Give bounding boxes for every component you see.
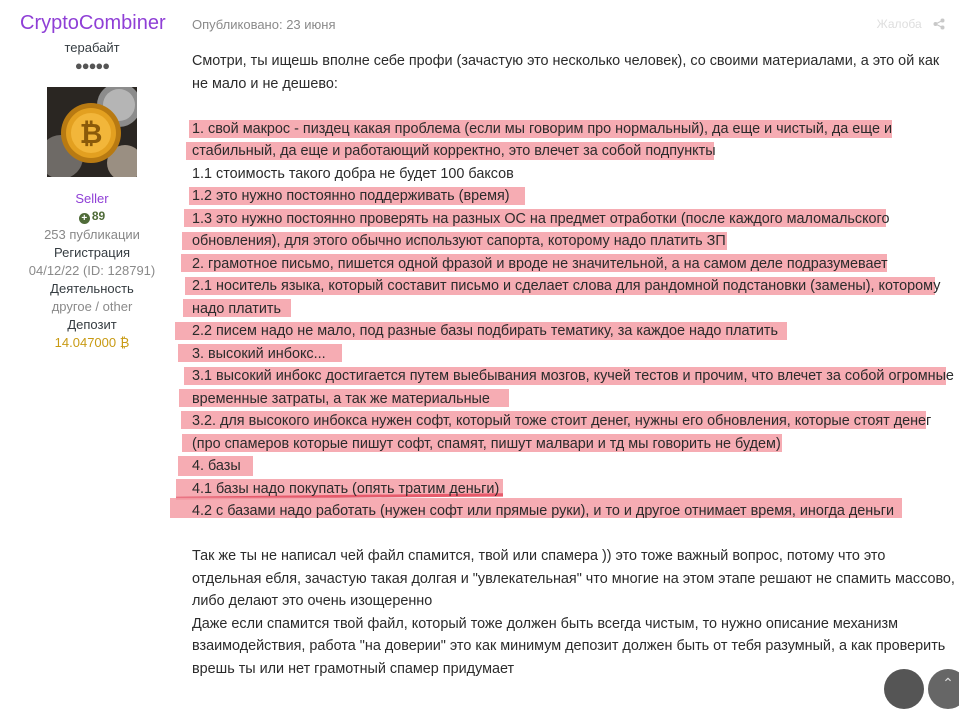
plus-circle-icon: + (79, 213, 90, 224)
post-line: 1. свой макрос - пиздец какая проблема (если мы говорим про нормальный), да еще и чистый, да еще и (192, 120, 892, 137)
scroll-top-icon: ⌃ (942, 675, 954, 691)
post-line: обновления), для этого обычно используют сапорта, которому надо платить ЗП (192, 233, 726, 249)
post-line: стабильный, да еще и работающий корректно, это влечет за собой подпункты (192, 143, 716, 159)
author-username[interactable]: CryptoCombiner (20, 12, 166, 34)
author-group: Seller (75, 191, 109, 206)
post-line: взаимодействия, работа "на доверии" это как минимум депозит должен быть от тебя разумный, а как проверить (192, 638, 946, 654)
registration-value: 04/12/22 (ID: 128791) (28, 263, 156, 278)
post-actions (877, 17, 945, 31)
activity-value: другое / other (51, 299, 133, 314)
author-rank-title: терабайт (64, 40, 120, 55)
post-line: (про спамеров которые пишут софт, спамят, пишут малвари и тд мы говорить не будем) (192, 435, 781, 452)
post-line: 2. грамотное письмо, пишется одной фразой и вроде не значительной, а на самом деле подразумевает (192, 255, 888, 272)
post-line: 3. высокий инбокс... (192, 345, 326, 362)
avatar-crypto-coins-icon (47, 87, 137, 177)
post-line: не мало и не дешево: (192, 75, 338, 92)
post-line: Даже если спамится твой файл, который тоже должен быть всегда чистым, то нужно описание механизм (192, 615, 898, 632)
author-post-count[interactable]: 253 публикации (44, 227, 140, 242)
post-text (192, 50, 955, 680)
post-content (192, 50, 955, 680)
author-rank-pips: ●●●●● (74, 58, 110, 73)
registration-label: Регистрация (54, 245, 130, 260)
post-line: временные затраты, а так же материальные (192, 390, 490, 407)
reputation-count: 89 (91, 209, 106, 223)
activity-label: Деятельность (50, 281, 134, 296)
post-line: Так же ты не написал чей файл спамится, твой или спамера )) это тоже важный вопрос, потому что это (192, 548, 886, 564)
deposit-value: 14.047000 ₿ (54, 335, 130, 350)
post-line: Смотри, ты ищешь вполне себе профи (зачастую это несколько человек), со своими материалами, а это ой как (192, 53, 940, 69)
post-line-spacer (192, 523, 952, 546)
post-line: 2.2 писем надо не мало, под разные базы подбирать тематику, за каждое надо платить (192, 323, 778, 339)
post-line: 4.1 базы надо покупать (опять тратим деньги) (192, 480, 500, 497)
post-published-date: Опубликовано: 23 июня (192, 17, 336, 32)
post-line: 1.1 стоимость такого добра не будет 100 баксов (192, 165, 514, 182)
post-line: 1.3 это нужно постоянно проверять на разных ОС на предмет отработки (после каждого маломальского (192, 210, 890, 227)
post-line: 1.2 это нужно постоянно поддерживать (время) (192, 188, 510, 204)
post-line: 3.2. для высокого инбокса нужен софт, который тоже стоит денег, нужны его обновления, которые стоят денег (192, 413, 932, 429)
post-line: 4.2 с базами надо работать (нужен софт или прямые руки), и то и другое отнимает время, иногда деньги (192, 503, 895, 519)
post-line: 2.1 носитель языка, который составит письмо и сделает слова для рандомной подстановки (замены), которому (192, 278, 941, 294)
post-line: 4. базы (192, 458, 241, 474)
post-line: 3.1 высокий инбокс достигается путем выебывания мозгов, кучей тестов и прочим, что влечет за собой огромные (192, 368, 954, 384)
share-icon[interactable] (933, 17, 945, 31)
post-line: отдельная ебля, зачастую такая долгая и "увлекательная" что многие на этом этапе решают не спамить массово, (192, 570, 955, 587)
avatar[interactable] (47, 87, 137, 177)
post-line-spacer (192, 95, 952, 118)
report-link[interactable]: Жалоба (876, 17, 922, 31)
post-line: врешь ты или нет грамотный спамер придумает (192, 660, 515, 677)
author-reputation (0, 209, 184, 224)
svg-text:₿: ₿ (79, 117, 103, 150)
post-line: надо платить (192, 300, 281, 317)
deposit-label: Депозит (67, 317, 117, 332)
post-line: либо делают это очень изощеренно (192, 593, 433, 609)
